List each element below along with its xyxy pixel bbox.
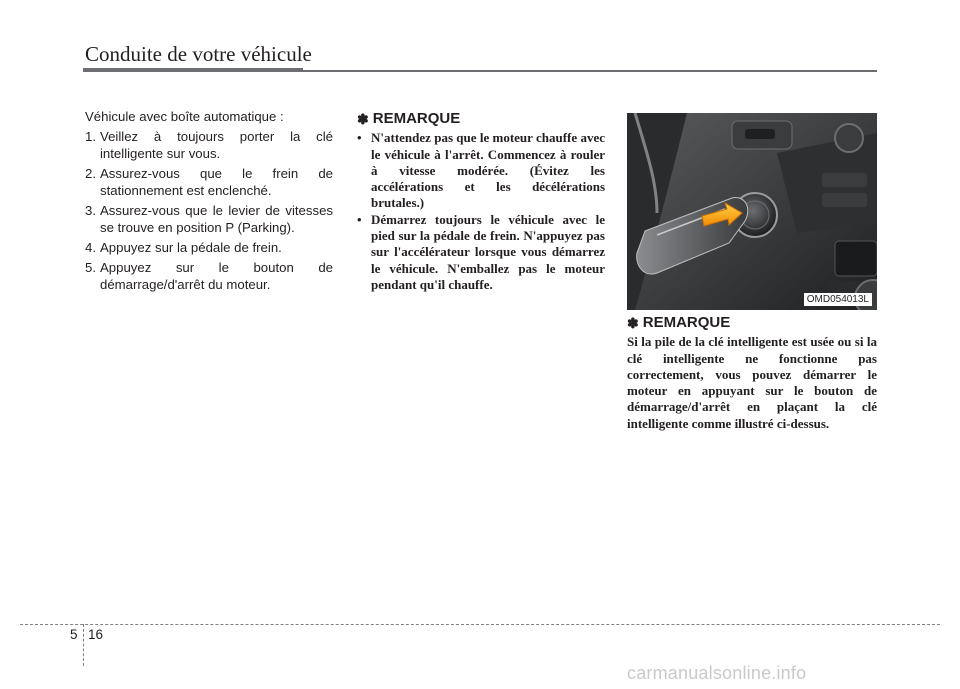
figure-smart-key-start-button [627,113,877,310]
note-text: Si la pile de la clé intelligente est usée ou si la clé intelligente ne fonctionne pas correctement, vous pouvez démarrer le moteur en appuyant sur le bouton de démarrage/d'arrêt en plaçant la clé intelligente comme illustré ci-dessus. [627,334,877,431]
procedure-step [85,259,333,293]
procedure-column [85,108,333,296]
page-header-title: Conduite de votre véhicule [85,42,312,66]
header-rule-accent [83,68,303,72]
procedure-step [85,202,333,236]
note-block-2 [627,315,877,432]
procedure-step [85,128,333,162]
page-number: 16 [88,627,104,642]
step-number: 1. [85,129,96,144]
note-bullet-text: Démarrez toujours le véhicule avec le pied sur la pédale de frein. N'appuyez pas sur l'accélérateur lorsque vous démarrez le véhicule. N'emballez pas le moteur pendant qu'il chauffe. [371,211,605,292]
smart-key-photo [627,113,877,310]
watermark: carmanualsonline.info [627,663,807,683]
footer-divider [83,624,84,666]
procedure-steps [85,128,333,293]
asterisk-icon: ✽ [357,111,369,127]
bullet-icon: • [357,211,362,227]
step-number: 5. [85,260,96,275]
step-text: Veillez à toujours porter la clé intelligente sur vous. [100,129,333,161]
step-text: Assurez-vous que le levier de vitesses se trouve en position P (Parking). [100,203,333,235]
note-bullet [357,130,605,211]
section-number: 5 [70,627,78,642]
note-heading [357,111,605,127]
bullet-icon: • [357,130,362,146]
figure-label: OMD054013L [804,293,872,306]
note-bullet-text: N'attendez pas que le moteur chauffe avec le véhicule à l'arrêt. Commencez à rouler à vitesse modérée. (Évitez les accélérations et les décélérations brutales.) [371,130,605,211]
step-text: Appuyez sur la pédale de frein. [100,240,282,255]
step-text: Appuyez sur le bouton de démarrage/d'arrêt du moteur. [100,260,333,292]
note-heading-text: REMARQUE [372,110,461,127]
step-number: 4. [85,240,96,255]
note-bullet [357,212,605,293]
asterisk-icon: ✽ [627,315,639,331]
note-heading-text: REMARQUE [642,314,731,331]
header-rule [303,70,877,72]
procedure-step [85,239,333,256]
note-block-1 [357,111,605,293]
note-heading [627,315,877,331]
procedure-step [85,165,333,199]
note-bullets [357,130,605,293]
step-text: Assurez-vous que le frein de stationnement est enclenché. [100,166,333,198]
procedure-intro: Véhicule avec boîte automatique : [85,109,284,124]
step-number: 2. [85,166,96,181]
footer-rule [20,624,940,625]
step-number: 3. [85,203,96,218]
